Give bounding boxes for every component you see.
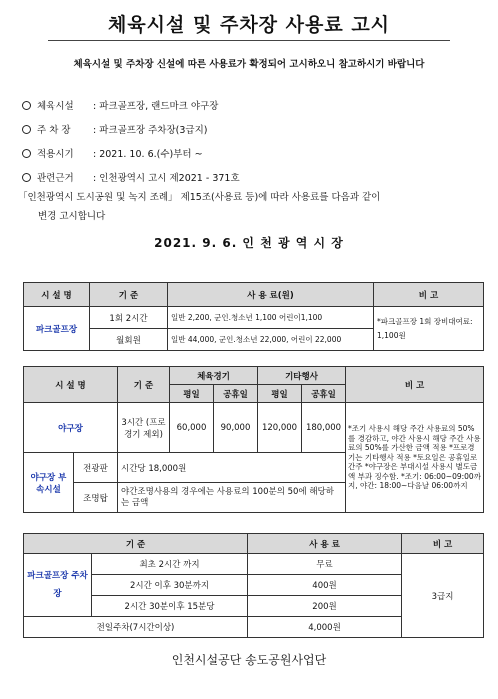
- item-value: : 인천광역시 고시 제2021 - 371호: [93, 173, 240, 184]
- circle-bullet-icon: [22, 173, 31, 182]
- header-holiday: 공휴일: [302, 385, 346, 403]
- note-line: 「인천광역시 도시공원 및 녹지 조례」 제15조(사용료 등)에 따라 사용료를 다음과 같이: [18, 192, 381, 203]
- page-title: 체육시설 및 주차장 사용료 고시: [107, 14, 391, 36]
- circle-bullet-icon: [22, 101, 31, 110]
- facility-name: 파크골프장 주차장: [24, 554, 92, 617]
- basis-cell: 3시간 (프로경기 제외): [118, 403, 170, 453]
- annex-desc: 야간조명사용의 경우에는 사용료의 100분의 50에 해당하는 금액: [118, 483, 346, 513]
- header-other-event: 기타행사: [258, 367, 346, 385]
- fee-cell: 180,000: [302, 403, 346, 453]
- header-weekday: 평일: [170, 385, 214, 403]
- facility-name: 파크골프장: [24, 307, 90, 351]
- item-value: : 파크골프장, 랜드마크 야구장: [93, 101, 219, 112]
- basis-cell: 2시간 30분이후 15분당: [92, 596, 248, 617]
- header-basis: 기 준: [118, 367, 170, 403]
- notice-items: [22, 93, 482, 189]
- fee-cell: 60,000: [170, 403, 214, 453]
- basis-cell: 2시간 이후 30분까지: [92, 575, 248, 596]
- park-golf-fee-table: [23, 282, 484, 351]
- fee-cell: 200원: [248, 596, 402, 617]
- item-label: 관련근거: [37, 173, 74, 184]
- fee-cell: 400원: [248, 575, 402, 596]
- remark-cell: *파크골프장 1회 장비대여료: 1,100원: [374, 307, 484, 351]
- basis-cell: 1회 2시간: [90, 307, 168, 329]
- annex-name: 조명탑: [74, 483, 118, 513]
- legal-basis-note: [18, 188, 486, 226]
- header-facility: 시 설 명: [24, 367, 118, 403]
- header-remark: 비 고: [374, 283, 484, 307]
- fee-cell: 90,000: [214, 403, 258, 453]
- notice-item: [22, 141, 482, 165]
- header-weekday: 평일: [258, 385, 302, 403]
- remark-cell: *조기 사용시 해당 주간 사용료의 50%를 경감하고, 야간 사용시 해당 주간 사용료의 50%를 가산한 금액 적용 *프로경기는 기타행사 적용 *토요일은 공휴일로 간주 *야구장은 부대시설 사용시 별도금액 부과 징수함. *조기: 06:00~09:00까지, 야간: 18:00~다음날 06:00까지: [346, 403, 484, 513]
- notice-item: [22, 93, 482, 117]
- basis-cell: 월회원: [90, 329, 168, 351]
- parking-fee-table: [23, 533, 484, 638]
- intro-text: 체육시설 및 주차장 신설에 따른 사용료가 확정되어 고시하오니 참고하시기 바랍니다: [73, 59, 425, 70]
- header-basis: 기 준: [24, 534, 248, 554]
- annex-desc: 시간당 18,000원: [118, 453, 346, 483]
- notice-date: 2021. 9. 6. 인 천 광 역 시 장: [154, 236, 344, 250]
- annex-facility-name: 야구장 부속시설: [24, 453, 74, 513]
- header-holiday: 공휴일: [214, 385, 258, 403]
- facility-name: 야구장: [24, 403, 118, 453]
- basis-cell: 최초 2시간 까지: [92, 554, 248, 575]
- item-label: 주 차 장: [37, 125, 71, 136]
- header-remark: 비 고: [402, 534, 484, 554]
- item-value: : 파크골프장 주차장(3급지): [93, 125, 208, 136]
- item-label: 체육시설: [37, 101, 74, 112]
- notice-item: [22, 117, 482, 141]
- header-remark: 비 고: [346, 367, 484, 403]
- header-fee: 사 용 료(원): [168, 283, 374, 307]
- circle-bullet-icon: [22, 149, 31, 158]
- title-underline: [48, 40, 450, 41]
- annex-name: 전광판: [74, 453, 118, 483]
- item-value: : 2021. 10. 6.(수)부터 ~: [93, 149, 203, 160]
- full-day-fee: 4,000원: [248, 617, 402, 638]
- header-sports: 체육경기: [170, 367, 258, 385]
- item-label: 적용시기: [37, 149, 74, 160]
- notice-item: [22, 165, 482, 189]
- fee-cell: 무료: [248, 554, 402, 575]
- baseball-fee-table: [23, 366, 484, 513]
- remark-cell: 3급지: [402, 554, 484, 638]
- header-fee: 사 용 료: [248, 534, 402, 554]
- circle-bullet-icon: [22, 125, 31, 134]
- full-day-basis: 전일주차(7시간이상): [24, 617, 248, 638]
- footer-issuer: 인천시설공단 송도공원사업단: [171, 653, 327, 667]
- header-basis: 기 준: [90, 283, 168, 307]
- note-line: 변경 고시합니다: [38, 211, 106, 222]
- fee-cell: 120,000: [258, 403, 302, 453]
- header-facility: 시 설 명: [24, 283, 90, 307]
- fee-cell: 일반 44,000, 군인.청소년 22,000, 어린이 22,000: [168, 329, 374, 351]
- fee-cell: 일반 2,200, 군인.청소년 1,100 어린이1,100: [168, 307, 374, 329]
